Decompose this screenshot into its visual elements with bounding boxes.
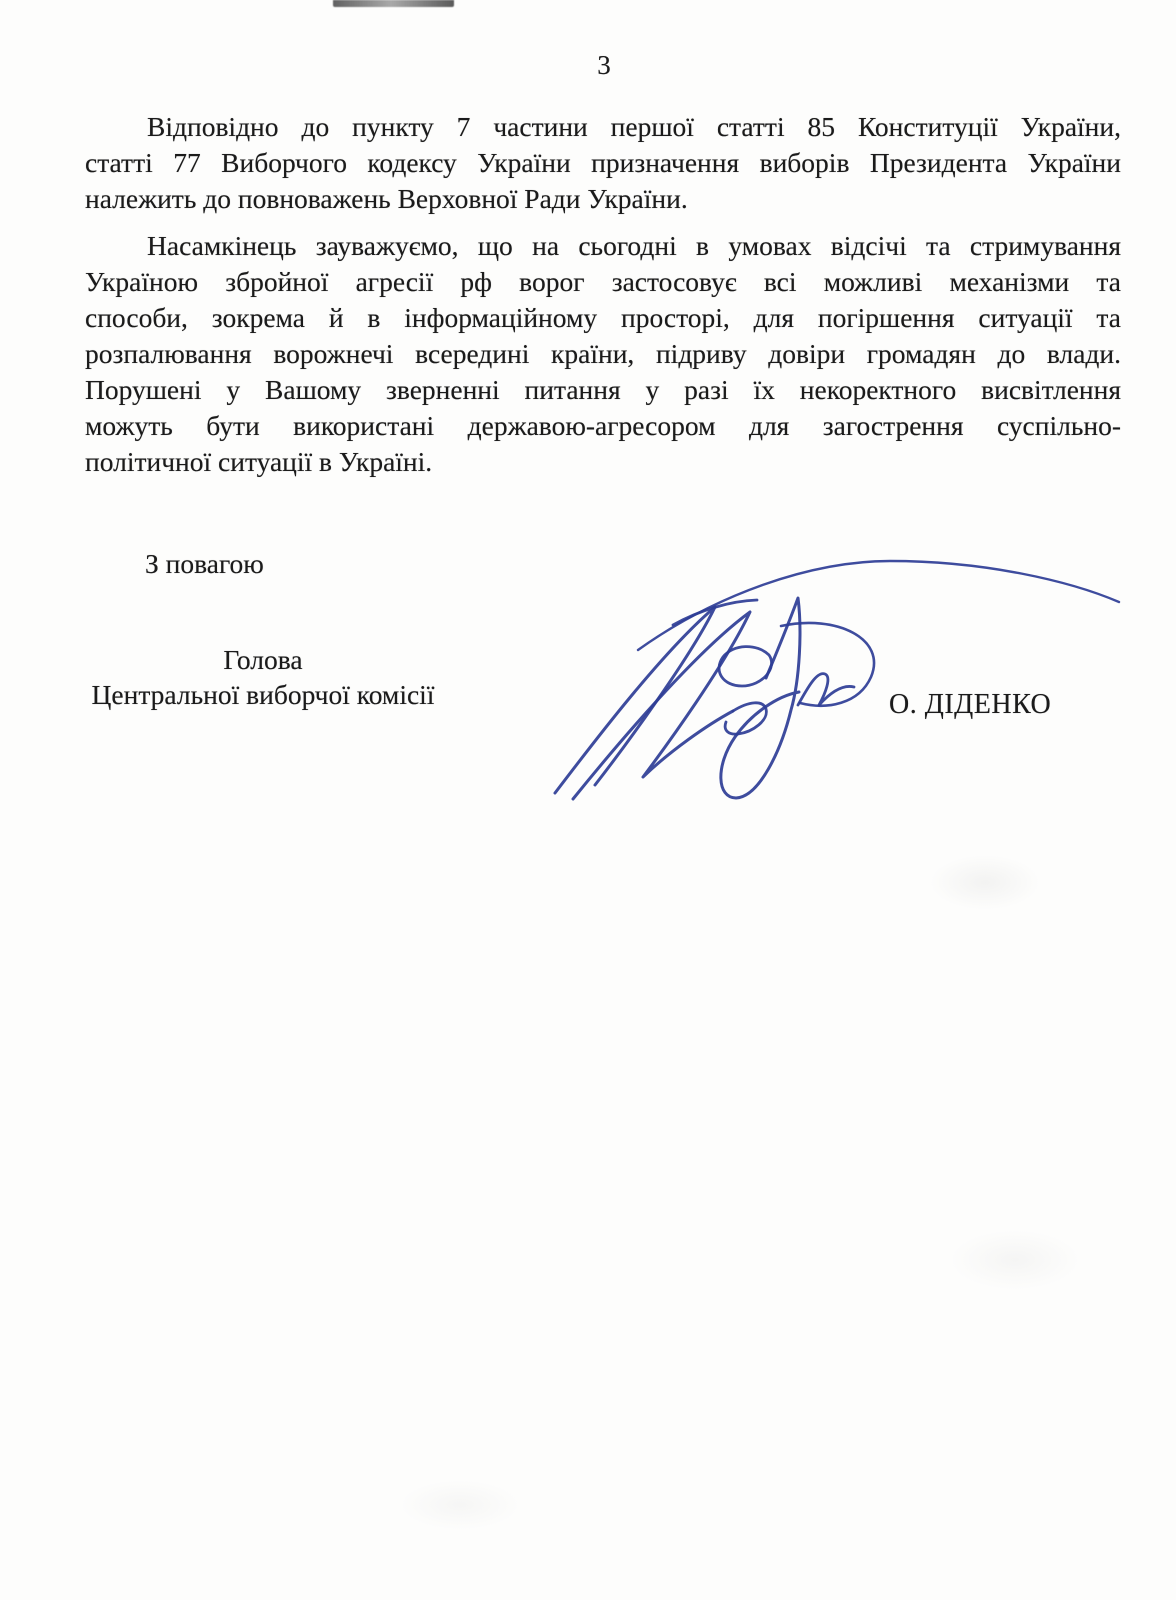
text-line: Відповідно до пункту 7 частини першої статті 85 Конституції України,: [147, 111, 1121, 142]
signature-stroke-hook: [725, 703, 766, 734]
scan-noise-smudge: [950, 1230, 1080, 1290]
text-line: способи, зокрема й в інформаційному просторі, для погіршення ситуації та: [85, 302, 1121, 333]
salutation: З повагою: [145, 548, 264, 579]
signature-stroke-zigzag-a: [555, 607, 715, 793]
text-line: Україною збройної агресії рф ворог застосовує всі можливі механізми та: [85, 266, 1121, 297]
signature-stroke-bowl: [781, 623, 874, 706]
text-line: розпалювання ворожнечі всередині країни, підриву довіри громадян до влади.: [85, 338, 1121, 369]
paragraph-legal-basis: [85, 109, 1121, 217]
signer-name: О. ДІДЕНКО: [889, 689, 1052, 720]
signature-stroke-topbar: [673, 600, 757, 625]
page-number: 3: [597, 50, 611, 80]
text-line: політичної ситуації в Україні.: [85, 446, 433, 477]
signature-stroke-tail: [798, 674, 854, 705]
signature-ink: [545, 547, 1130, 812]
signer-title-block: [84, 642, 442, 712]
text-line: Насамкінець зауважуємо, що на сьогодні в умовах відсічі та стримування: [147, 230, 1121, 261]
signature-stroke-arc: [638, 561, 1119, 650]
letter-body: [85, 109, 1121, 480]
paragraph-warning: [85, 228, 1121, 480]
text-line: Порушені у Вашому зверненні питання у разі їх некоректного висвітлення: [85, 374, 1121, 405]
text-line: статті 77 Виборчого кодексу України призначення виборів Президента України: [85, 147, 1121, 178]
scan-noise-smudge: [400, 1480, 520, 1530]
scan-artifact-bar: [333, 0, 454, 7]
scan-noise-smudge: [930, 855, 1040, 910]
text-line: належить до повноважень Верховної Ради України.: [85, 183, 688, 214]
signature-stroke-oval: [719, 647, 772, 686]
text-line: можуть бути використані державою-агресором для загострення суспільно-: [85, 410, 1121, 441]
signature-stroke-zigzag-b: [573, 612, 750, 799]
signature-stroke-d-loop: [721, 598, 800, 798]
signer-title-line-2: Центральної виборчої комісії: [91, 679, 435, 710]
signer-title-line-1: Голова: [223, 644, 303, 675]
